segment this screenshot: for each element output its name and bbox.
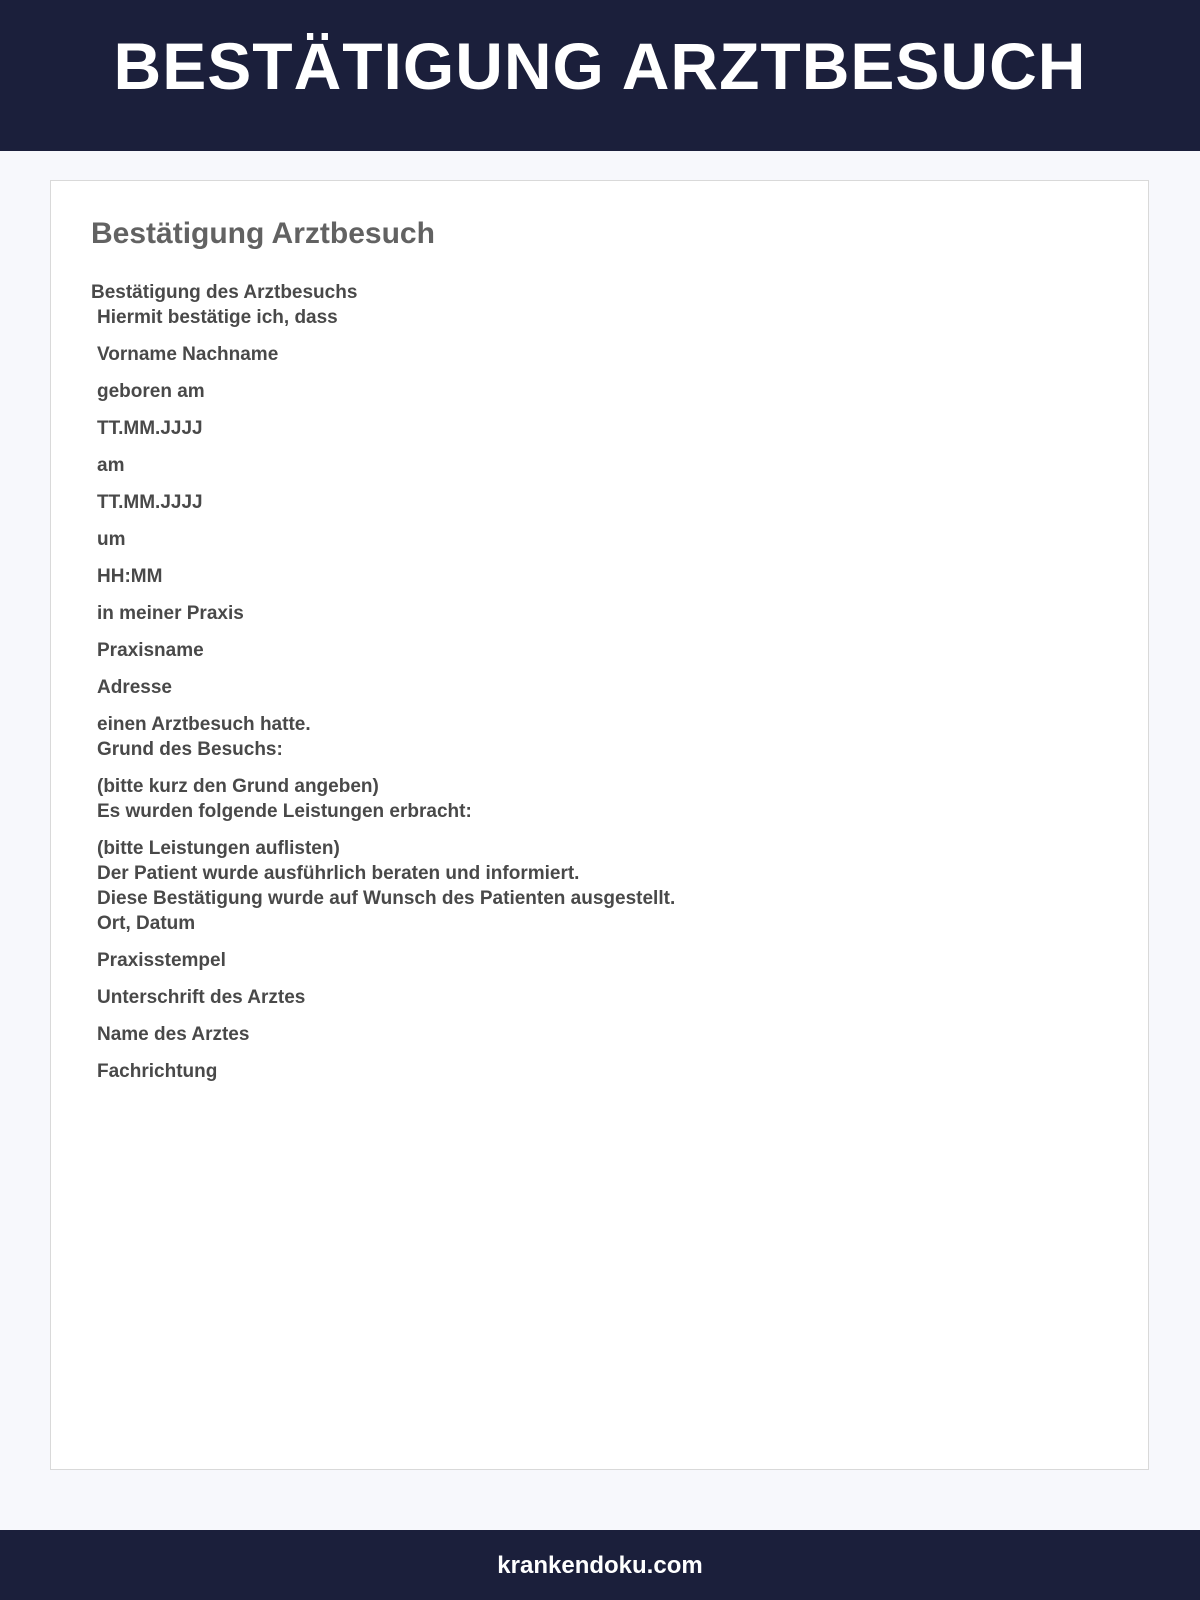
footer-banner xyxy=(0,1530,1200,1600)
doctor-signature-field: Unterschrift des Arztes xyxy=(97,987,306,1008)
place-date-field: Ort, Datum xyxy=(97,913,196,934)
text-line: in meiner Praxis xyxy=(97,603,244,624)
text-line: Hiermit bestätige ich, dass xyxy=(97,307,338,328)
document-body xyxy=(91,280,1108,1084)
document-title: Bestätigung Arztbesuch xyxy=(91,217,435,250)
text-line: geboren am xyxy=(97,381,205,402)
practice-stamp-field: Praxisstempel xyxy=(97,950,226,971)
document-intro: Bestätigung des Arztbesuchs xyxy=(91,282,358,303)
text-line: Diese Bestätigung wurde auf Wunsch des Patienten ausgestellt. xyxy=(97,888,676,909)
visit-date-field: TT.MM.JJJJ xyxy=(97,492,203,513)
practice-name-field: Praxisname xyxy=(97,640,204,661)
visit-time-field: HH:MM xyxy=(97,566,163,587)
birth-date-field: TT.MM.JJJJ xyxy=(97,418,203,439)
address-field: Adresse xyxy=(97,677,172,698)
header-banner xyxy=(0,0,1200,151)
patient-name-field: Vorname Nachname xyxy=(97,344,279,365)
doctor-name-field: Name des Arztes xyxy=(97,1024,250,1045)
reason-label: Grund des Besuchs: xyxy=(97,739,283,760)
document-card xyxy=(50,180,1149,1470)
reason-field: (bitte kurz den Grund angeben) xyxy=(97,776,379,797)
page-title: BESTÄTIGUNG ARZTBESUCH xyxy=(113,28,1087,103)
services-field: (bitte Leistungen auflisten) xyxy=(97,838,340,859)
text-line: um xyxy=(97,529,126,550)
text-line: Der Patient wurde ausführlich beraten und informiert. xyxy=(97,863,580,884)
specialty-field: Fachrichtung xyxy=(97,1061,218,1082)
text-line: einen Arztbesuch hatte. xyxy=(97,714,311,735)
footer-site-link[interactable]: krankendoku.com xyxy=(497,1552,703,1579)
services-label: Es wurden folgende Leistungen erbracht: xyxy=(97,801,472,822)
text-line: am xyxy=(97,455,125,476)
